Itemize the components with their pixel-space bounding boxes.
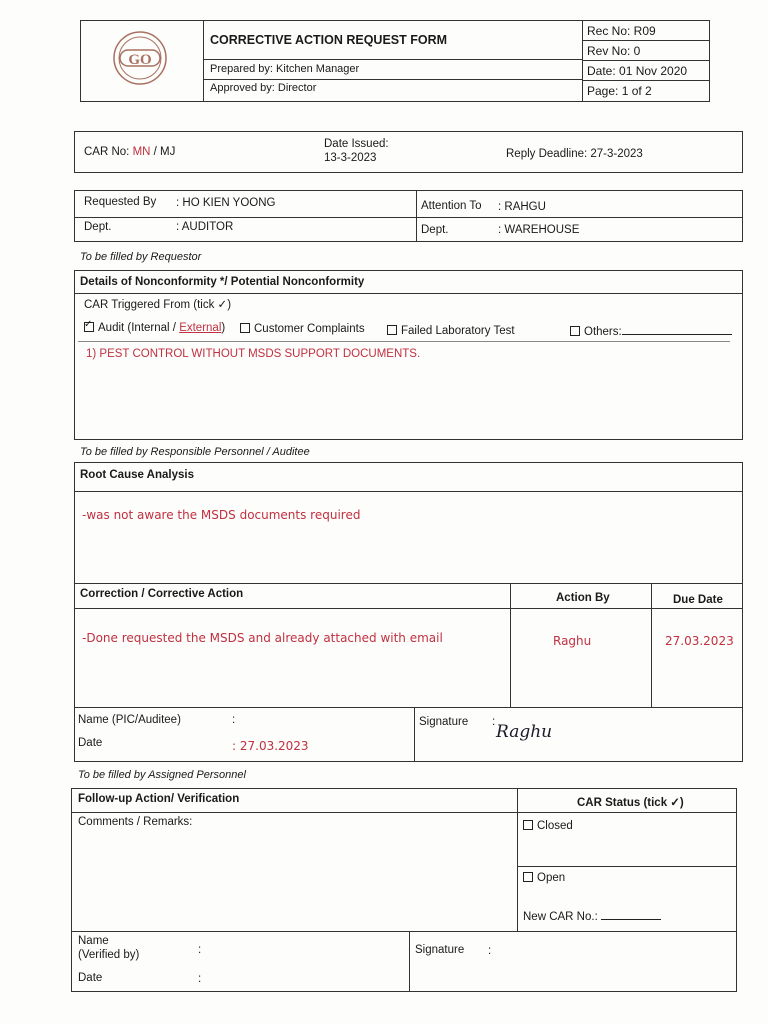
dept2-value: : WAREHOUSE <box>498 224 580 236</box>
car-number: CAR No: MN / MJ <box>84 146 176 158</box>
failed-lab-checkbox[interactable] <box>387 325 397 335</box>
requested-by-value: : HO KIEN YOONG <box>176 197 276 209</box>
rec-no: Rec No: R09 <box>587 24 656 38</box>
action-by-value: Raghu <box>553 634 592 648</box>
nonconformity-heading: Details of Nonconformity */ Potential Nonconformity <box>80 276 365 288</box>
action-by-label: Action By <box>556 592 610 604</box>
pic-name-colon: : <box>232 714 236 726</box>
audit-option[interactable]: ✓Audit (Internal / External) <box>84 322 225 336</box>
approved-by: Approved by: Director <box>210 82 317 94</box>
date-issued-value: 13-3-2023 <box>324 152 377 164</box>
verifier-date-colon: : <box>198 973 202 985</box>
pic-signature-colon: : <box>492 716 496 728</box>
assigned-note: To be filled by Assigned Personnel <box>78 769 246 781</box>
root-cause-heading: Root Cause Analysis <box>80 469 194 481</box>
attention-value: : RAHGU <box>498 201 546 213</box>
nonconformity-details: 1) PEST CONTROL WITHOUT MSDS SUPPORT DOCUMENTS. <box>86 348 421 360</box>
logo-emblem-icon <box>112 30 168 86</box>
car-number-mn: MN <box>132 146 151 158</box>
form-date: Date: 01 Nov 2020 <box>587 64 688 78</box>
new-car-field[interactable]: New CAR No.: <box>523 911 661 925</box>
rev-no: Rev No: 0 <box>587 44 641 58</box>
followup-heading: Follow-up Action/ Verification <box>78 793 240 805</box>
verifier-signature-colon: : <box>488 945 492 957</box>
dept-label: Dept. <box>84 221 112 233</box>
prepared-by: Prepared by: Kitchen Manager <box>210 63 360 75</box>
requested-by-label: Requested By <box>84 196 157 208</box>
page-number: Page: 1 of 2 <box>587 84 652 98</box>
failed-lab-option[interactable]: Failed Laboratory Test <box>387 325 515 339</box>
open-checkbox[interactable] <box>523 872 533 882</box>
form-title: CORRECTIVE ACTION REQUEST FORM <box>210 33 448 47</box>
requestor-note: To be filled by Requestor <box>80 251 202 263</box>
date-issued-label: Date Issued: <box>324 138 389 150</box>
verifier-signature-label: Signature <box>415 944 465 956</box>
corrective-text: -Done requested the MSDS and already attached with email <box>82 631 443 645</box>
verifier-date-label: Date <box>78 972 103 984</box>
others-field[interactable] <box>622 334 732 335</box>
triggered-label: CAR Triggered From (tick ✓) <box>84 299 232 311</box>
reply-deadline: Reply Deadline: 27-3-2023 <box>506 148 643 160</box>
dept2-label: Dept. <box>421 224 449 236</box>
closed-checkbox[interactable] <box>523 820 533 830</box>
status-open-option[interactable]: Open <box>523 872 565 886</box>
logo-text: GO <box>128 52 152 68</box>
status-closed-option[interactable]: Closed <box>523 820 573 834</box>
comments-label: Comments / Remarks: <box>78 816 193 828</box>
customer-complaints-option[interactable]: Customer Complaints <box>240 323 365 337</box>
due-date-label: Due Date <box>673 594 723 606</box>
car-status-heading: CAR Status (tick ✓) <box>577 797 684 809</box>
pic-signature: Raghu <box>496 722 553 742</box>
company-logo <box>112 30 168 86</box>
dept-value: : AUDITOR <box>176 221 234 233</box>
new-car-input[interactable] <box>601 919 661 920</box>
verifier-name-colon: : <box>198 944 202 956</box>
customer-complaints-checkbox[interactable] <box>240 323 250 333</box>
auditee-note: To be filled by Responsible Personnel / Auditee <box>80 446 310 458</box>
verifier-name-label: Name <box>78 935 109 947</box>
pic-name-label: Name (PIC/Auditee) <box>78 714 181 726</box>
attention-label: Attention To <box>421 200 482 212</box>
request-box <box>74 190 743 242</box>
audit-external: External <box>179 322 222 334</box>
root-cause-text: -was not aware the MSDS documents required <box>82 508 361 522</box>
pic-signature-label: Signature <box>419 716 469 728</box>
audit-checkbox[interactable] <box>84 322 94 332</box>
due-date-value: 27.03.2023 <box>665 634 734 648</box>
corrective-heading: Correction / Corrective Action <box>80 588 244 600</box>
verified-by-label: (Verified by) <box>78 949 140 961</box>
pic-date-value: : 27.03.2023 <box>232 739 309 753</box>
others-option[interactable]: Others: <box>570 326 732 340</box>
pic-date-label: Date <box>78 737 103 749</box>
others-checkbox[interactable] <box>570 326 580 336</box>
